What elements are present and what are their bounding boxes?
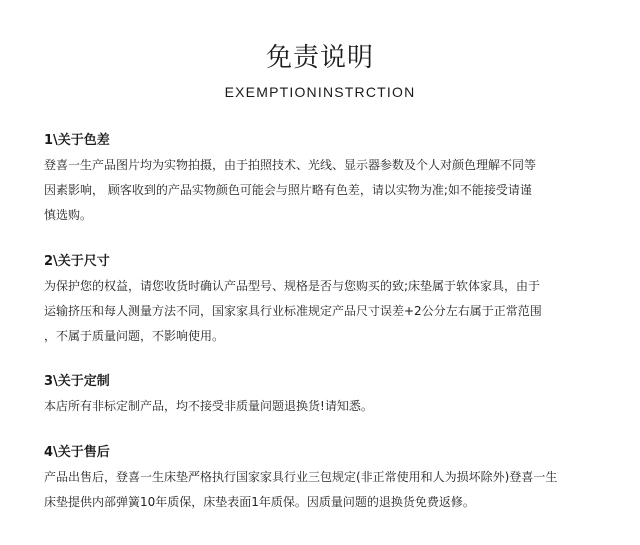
paragraph-line: 产品出售后，登喜一生床垫严格执行国家家具行业三包规定(非正常使用和人为损坏除外)登喜一生 [44, 470, 558, 484]
section-body [44, 465, 614, 515]
section-heading: 4\关于售后 [44, 445, 110, 460]
paragraph-line: 因素影响， 顾客收到的产品实物颜色可能会与照片略有色差，请以实物为准;如不能接受请谨 [44, 183, 532, 197]
paragraph-line: 床垫提供内部弹簧10年质保，床垫表面1年质保。因质量问题的退换货免费返修。 [44, 495, 475, 509]
section-customization [44, 372, 614, 419]
section-heading: 2\关于尺寸 [44, 254, 110, 269]
paragraph-line: 为保护您的权益，请您收货时确认产品型号、规格是否与您购买的致;床垫属于软体家具，由于 [44, 279, 541, 293]
paragraph-line: 运输挤压和每人测量方法不同，国家家具行业标准规定产品尺寸误差+2公分左右属于正常范围 [44, 304, 542, 318]
section-color-difference [44, 131, 614, 228]
page-subtitle: EXEMPTIONINSTRCTION [224, 84, 416, 100]
section-body [44, 394, 614, 419]
section-heading: 1\关于色差 [44, 133, 110, 148]
section-size [44, 252, 614, 349]
paragraph-line: 本店所有非标定制产品，均不接受非质量问题退换货!请知悉。 [44, 399, 373, 413]
section-body [44, 274, 614, 349]
section-after-sales [44, 443, 614, 515]
section-body [44, 153, 614, 228]
section-heading: 3\关于定制 [44, 374, 110, 389]
paragraph-line: 慎选购。 [44, 208, 93, 222]
paragraph-line: ，不属于质量问题，不影响使用。 [44, 329, 225, 343]
page-title: 免责说明 [265, 43, 374, 73]
paragraph-line: 登喜一生产品图片均为实物拍摄，由于拍照技术、光线、显示器参数及个人对颜色理解不同等 [44, 158, 537, 172]
